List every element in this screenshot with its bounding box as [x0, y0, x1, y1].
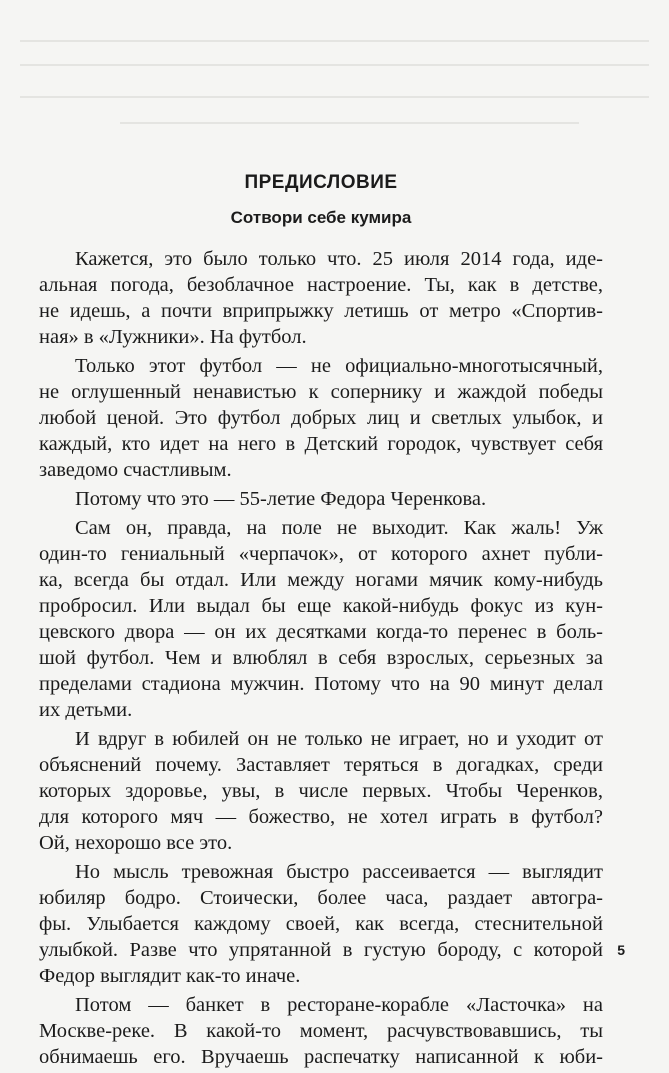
text-line: ка, всегда бы отдал. Или между ногами мячик кому-нибудь — [39, 569, 603, 591]
text-line: Только этот футбол — не официально-многотысячный, — [75, 355, 603, 377]
text-line: которых здоровье, увы, в числе первых. Чтобы Черенков, — [39, 780, 603, 802]
text-line: Потому что это — 55-летие Федора Черенкова. — [75, 488, 487, 510]
paragraph — [39, 992, 603, 1070]
book-page — [39, 170, 603, 1073]
body-text — [39, 246, 603, 1070]
text-line: заведомо счастливым. — [39, 459, 232, 481]
text-line: обнимаешь его. Вручаешь распечатку написанной к юби- — [39, 1046, 603, 1068]
bleed-through-line — [20, 40, 649, 42]
paragraph — [39, 486, 603, 512]
chapter-title: ПРЕДИСЛОВИЕ — [244, 172, 398, 193]
text-line: альная погода, безоблачное настроение. Ты, как в детстве, — [39, 274, 603, 296]
paragraph — [39, 246, 603, 350]
bleed-through-line — [120, 122, 579, 124]
text-line: Но мысль тревожная быстро рассеивается — выглядит — [75, 861, 603, 883]
bleed-through-line — [20, 96, 649, 98]
text-line: И вдруг в юбилей он не только не играет, но и уходит от — [75, 728, 603, 750]
text-line: шой футбол. Чем и влюблял в себя взрослых, серьезных за — [39, 647, 603, 669]
paragraph — [39, 515, 603, 723]
text-line: фы. Улыбается каждому своей, как всегда, стеснительной — [39, 913, 603, 935]
text-line: цевского двора — он их десятками когда-то перенес в боль- — [39, 621, 603, 643]
text-line: любой ценой. Это футбол добрых лиц и светлых улыбок, и — [39, 407, 603, 429]
text-line: Федор выглядит как-то иначе. — [39, 965, 301, 987]
text-line: каждый, кто идет на него в Детский городок, чувствует себя — [39, 433, 603, 455]
text-line: Потом — банкет в ресторане-корабле «Ласточка» на — [75, 994, 603, 1016]
text-line: не идешь, а почти вприпрыжку летишь от метро «Спортив- — [39, 300, 603, 322]
page-number: 5 — [617, 942, 625, 958]
text-line: для которого мяч — божество, не хотел играть в футбол? — [39, 806, 603, 828]
text-line: их детьми. — [39, 699, 133, 721]
chapter-subtitle: Сотвори себе кумира — [230, 208, 412, 227]
text-line: юбиляр бодро. Стоически, более часа, раздает автогра- — [39, 887, 603, 909]
text-line: не оглушенный ненавистью к сопернику и жаждой победы — [39, 381, 603, 403]
text-line: один-то гениальный «черпачок», от которого ахнет публи- — [39, 543, 603, 565]
text-line: Сам он, правда, на поле не выходит. Как жаль! Уж — [75, 517, 603, 539]
text-line: пределами стадиона мужчин. Потому что на 90 минут делал — [39, 673, 603, 695]
text-line: объяснений почему. Заставляет теряться в догадках, среди — [39, 754, 603, 776]
paragraph — [39, 353, 603, 483]
text-line: улыбкой. Разве что упрятанной в густую бороду, с которой — [39, 939, 603, 961]
text-line: пробросил. Или выдал бы еще какой-нибудь фокус из кун- — [39, 595, 603, 617]
bleed-through-line — [20, 64, 649, 66]
text-line: Ой, нехорошо все это. — [39, 832, 233, 854]
text-line: Кажется, это было только что. 25 июля 2014 года, иде- — [75, 248, 603, 270]
text-line: Москве-реке. В какой-то момент, расчувствовавшись, ты — [39, 1020, 603, 1042]
paragraph — [39, 726, 603, 856]
paragraph — [39, 859, 603, 989]
text-line: ная» в «Лужники». На футбол. — [39, 326, 307, 348]
